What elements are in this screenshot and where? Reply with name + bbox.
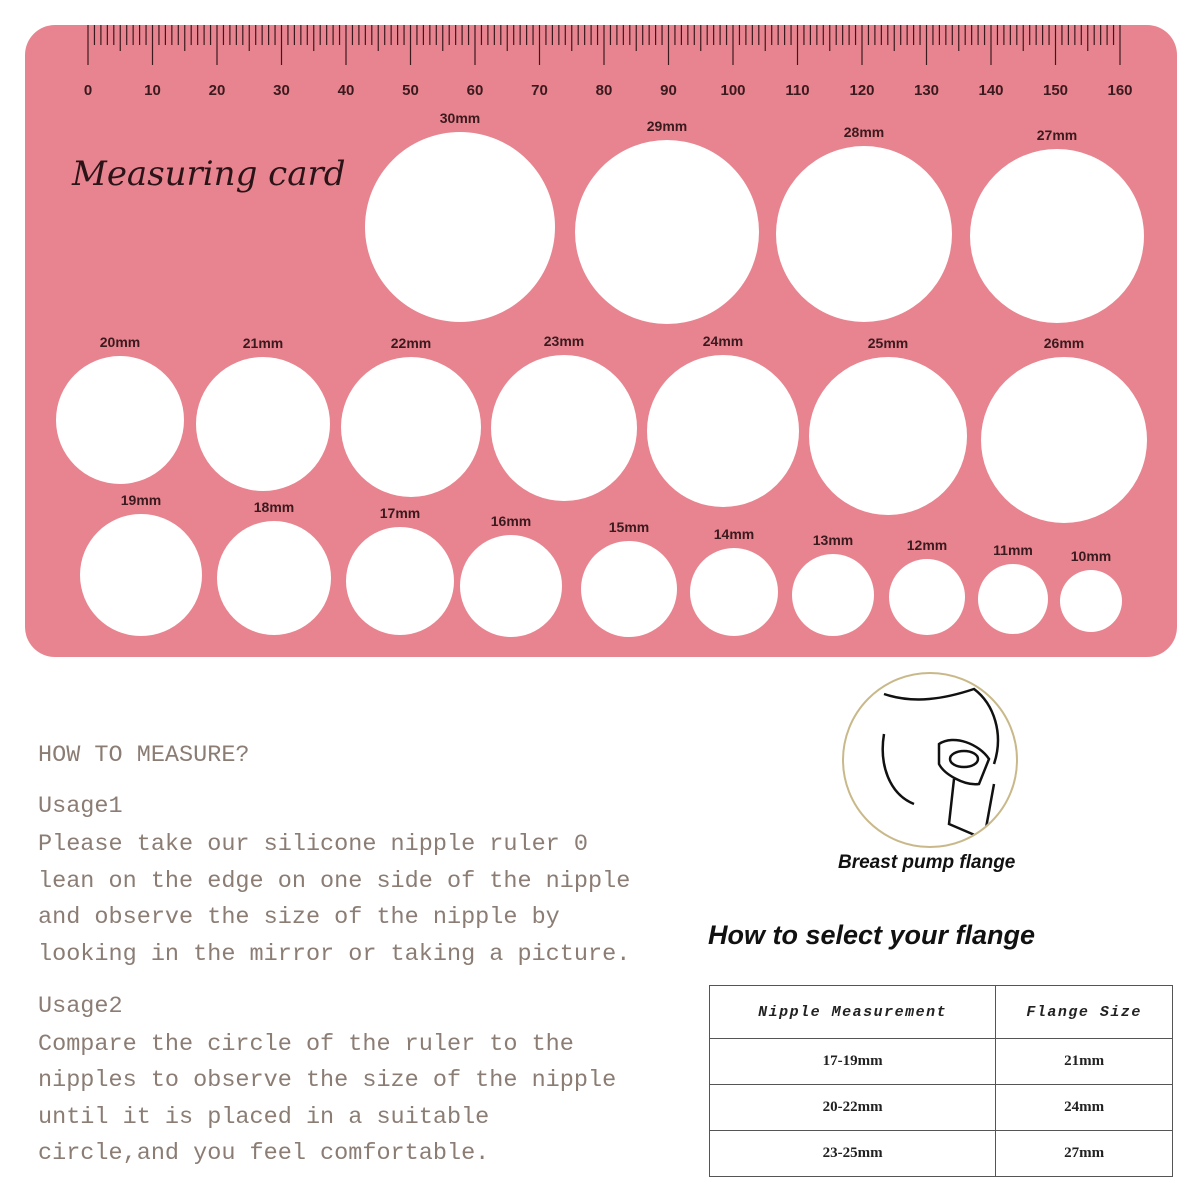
table-row (710, 1039, 1173, 1085)
size-label: 10mm (1070, 548, 1112, 564)
size-label: 16mm (490, 513, 532, 529)
illustration-caption: Breast pump flange (838, 852, 1016, 873)
breast-pump-illustration (842, 672, 1018, 848)
size-hole (365, 132, 555, 322)
size-hole (80, 514, 202, 636)
size-hole (341, 357, 481, 497)
size-hole (978, 564, 1048, 634)
usage2-line: nipples to observe the size of the nipple (38, 1067, 617, 1094)
size-hole (460, 535, 562, 637)
table-header-row (710, 986, 1173, 1039)
ruler-label: 40 (337, 82, 355, 99)
size-label: 26mm (1043, 335, 1085, 351)
size-label: 15mm (608, 519, 650, 535)
usage1-line: and observe the size of the nipple by (38, 904, 560, 931)
size-label: 22mm (390, 335, 432, 351)
size-hole (581, 541, 677, 637)
header-nipple-measurement: Nipple Measurement (710, 986, 996, 1039)
usage2-title: Usage2 (38, 993, 123, 1020)
flange-table-title: How to select your flange (708, 920, 1036, 950)
how-to-measure-heading: HOW TO MEASURE? (38, 742, 250, 769)
ruler-label: 130 (913, 82, 940, 99)
ruler-label: 20 (208, 82, 226, 99)
flange-size-cell: 21mm (996, 1039, 1173, 1085)
ruler-label: 30 (273, 82, 290, 99)
size-label: 19mm (120, 492, 162, 508)
ruler-label: 90 (660, 82, 677, 99)
size-label: 28mm (843, 124, 885, 140)
ruler-label: 10 (144, 82, 161, 99)
size-label: 20mm (99, 334, 141, 350)
size-label: 24mm (702, 333, 744, 349)
ruler-label: 160 (1107, 82, 1133, 99)
usage1-line: Please take our silicone nipple ruler 0 (38, 831, 588, 858)
size-hole (56, 356, 184, 484)
usage1-title: Usage1 (38, 793, 123, 820)
size-hole (690, 548, 778, 636)
size-label: 14mm (713, 526, 755, 542)
size-hole (1060, 570, 1122, 632)
usage1-line: lean on the edge on one side of the nipple (38, 868, 631, 895)
ruler-label: 80 (595, 82, 613, 99)
ruler-label: 50 (402, 82, 419, 99)
size-hole (346, 527, 454, 635)
size-hole (889, 559, 965, 635)
ruler-label: 100 (720, 82, 746, 99)
nipple-measurement-cell: 23-25mm (710, 1131, 996, 1177)
ruler-label: 60 (466, 82, 484, 99)
size-hole (647, 355, 799, 507)
size-label: 12mm (906, 537, 948, 553)
size-label: 18mm (253, 499, 295, 515)
ruler-label: 0 (83, 82, 93, 99)
usage2-line: until it is placed in a suitable (38, 1104, 490, 1131)
ruler-label: 70 (531, 82, 548, 99)
size-label: 30mm (439, 110, 481, 126)
size-hole (792, 554, 874, 636)
table-row (710, 1085, 1173, 1131)
usage2-line: circle,and you feel comfortable. (38, 1140, 490, 1167)
nipple-measurement-cell: 20-22mm (710, 1085, 996, 1131)
header-flange-size: Flange Size (996, 986, 1173, 1039)
flange-size-cell: 24mm (996, 1085, 1173, 1131)
size-hole (776, 146, 952, 322)
ruler-label: 120 (849, 82, 875, 99)
size-hole (491, 355, 637, 501)
ruler-label: 140 (978, 82, 1004, 99)
size-label: 21mm (242, 335, 284, 351)
size-label: 29mm (646, 118, 688, 134)
size-hole (575, 140, 759, 324)
size-hole (970, 149, 1144, 323)
size-hole (217, 521, 331, 635)
usage1-line: looking in the mirror or taking a picture. (38, 941, 631, 968)
usage2-line: Compare the circle of the ruler to the (38, 1031, 574, 1058)
nipple-measurement-cell: 17-19mm (710, 1039, 996, 1085)
size-hole (981, 357, 1147, 523)
size-hole (809, 357, 967, 515)
flange-size-cell: 27mm (996, 1131, 1173, 1177)
flange-size-table (709, 985, 1173, 1177)
size-label: 27mm (1036, 127, 1078, 143)
ruler-label: 150 (1042, 82, 1069, 99)
card-title: Measuring card (72, 154, 346, 194)
size-label: 17mm (379, 505, 421, 521)
table-row (710, 1131, 1173, 1177)
size-label: 25mm (867, 335, 909, 351)
size-label: 11mm (993, 542, 1033, 558)
size-label: 23mm (543, 333, 585, 349)
size-hole (196, 357, 330, 491)
ruler-label: 110 (785, 82, 810, 99)
size-label: 13mm (812, 532, 854, 548)
